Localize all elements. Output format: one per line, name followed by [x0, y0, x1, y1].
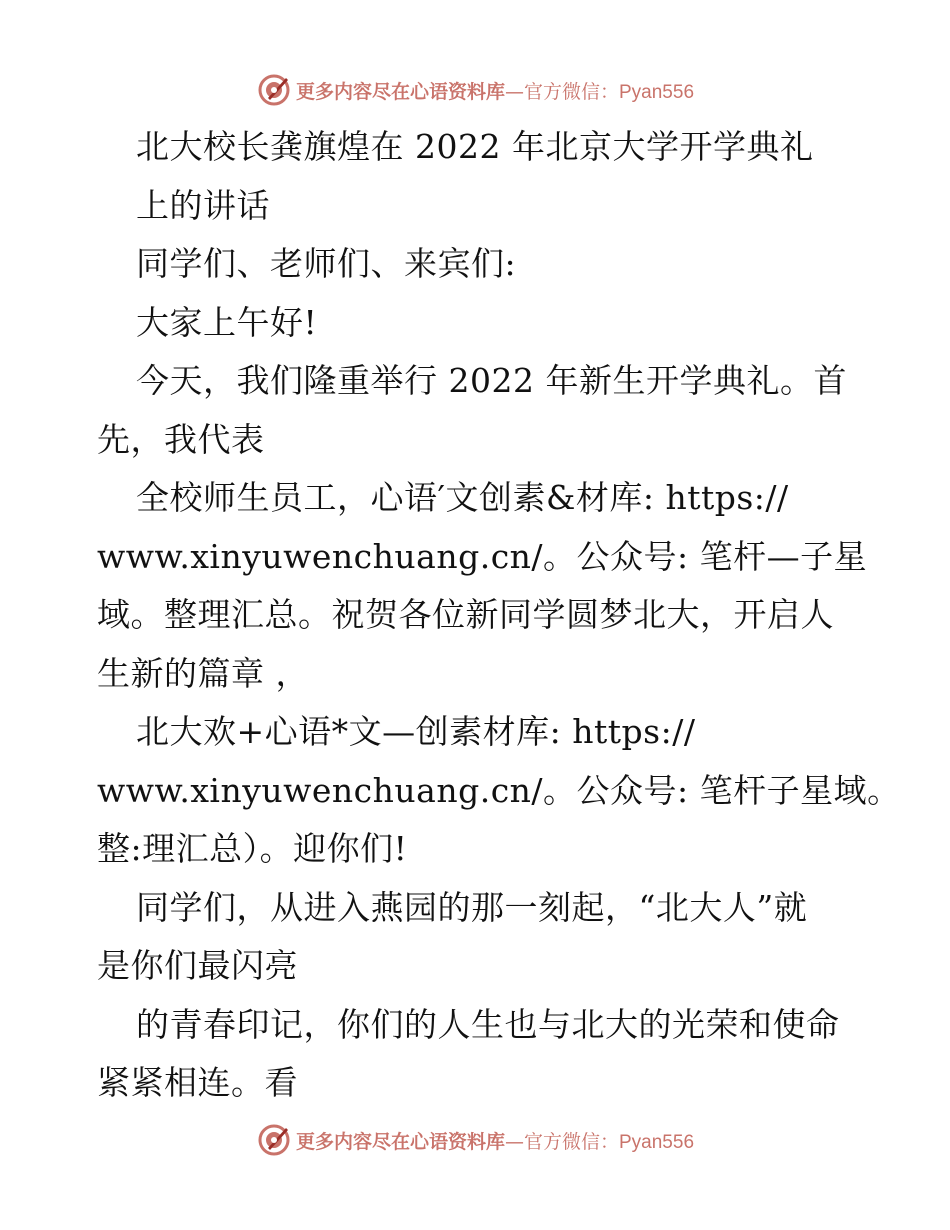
text-line: 北大校长龚旗煌在 2022 年北京大学开学典礼: [136, 127, 814, 166]
header-watermark-banner: [0, 70, 950, 110]
pen-logo-icon: [256, 72, 292, 108]
text-line: 上的讲话: [136, 185, 270, 225]
watermark-wechat-id: Pyan556: [619, 1131, 695, 1153]
text-line: 同学们，从进入燕园的那一刻起，“北大人”就: [136, 887, 808, 927]
text-line: 同学们、老师们、来宾们:: [136, 244, 517, 283]
text-line: 域。整理汇总。祝贺各位新同学圆梦北大，开启人: [97, 595, 834, 634]
watermark-wechat-id: Pyan556: [619, 81, 695, 103]
text-line: 的青春印记，你们的人生也与北大的光荣和使命: [136, 1004, 840, 1044]
watermark-separator: —: [504, 80, 524, 103]
text-line: 整:理汇总）。迎你们!: [97, 829, 408, 868]
text-line: 北大欢+心语*文—创素材库: https://: [136, 712, 696, 751]
text-line: 生新的篇章 ，: [97, 653, 309, 693]
text-line: 紧紧相连。看: [97, 1063, 298, 1102]
text-line: 全校师生员工，心语′文创素&材库: https://: [136, 478, 789, 517]
watermark-text: [296, 77, 694, 104]
pen-logo-icon: [256, 1122, 292, 1158]
watermark-wechat-label: 官方微信：: [523, 80, 619, 103]
text-line: 大家上午好!: [136, 302, 318, 342]
watermark-brand: 更多内容尽在心语资料库: [295, 1130, 505, 1153]
watermark-wechat-label: 官方微信：: [523, 1130, 619, 1153]
watermark-text: [296, 1127, 694, 1154]
footer-watermark-banner: [0, 1120, 950, 1160]
text-line: 是你们最闪亮: [97, 946, 298, 985]
text-line: www.xinyuwenchuang.cn/。公众号: 笔杆子星域。: [97, 770, 901, 810]
text-line: www.xinyuwenchuang.cn/。公众号: 笔杆—子星: [97, 536, 868, 576]
document-body: [97, 118, 901, 1113]
text-line: 今天，我们隆重举行 2022 年新生开学典礼。首: [136, 361, 847, 400]
watermark-separator: —: [504, 1130, 524, 1153]
text-line: 先，我代表: [97, 419, 265, 459]
watermark-brand: 更多内容尽在心语资料库: [295, 80, 505, 103]
